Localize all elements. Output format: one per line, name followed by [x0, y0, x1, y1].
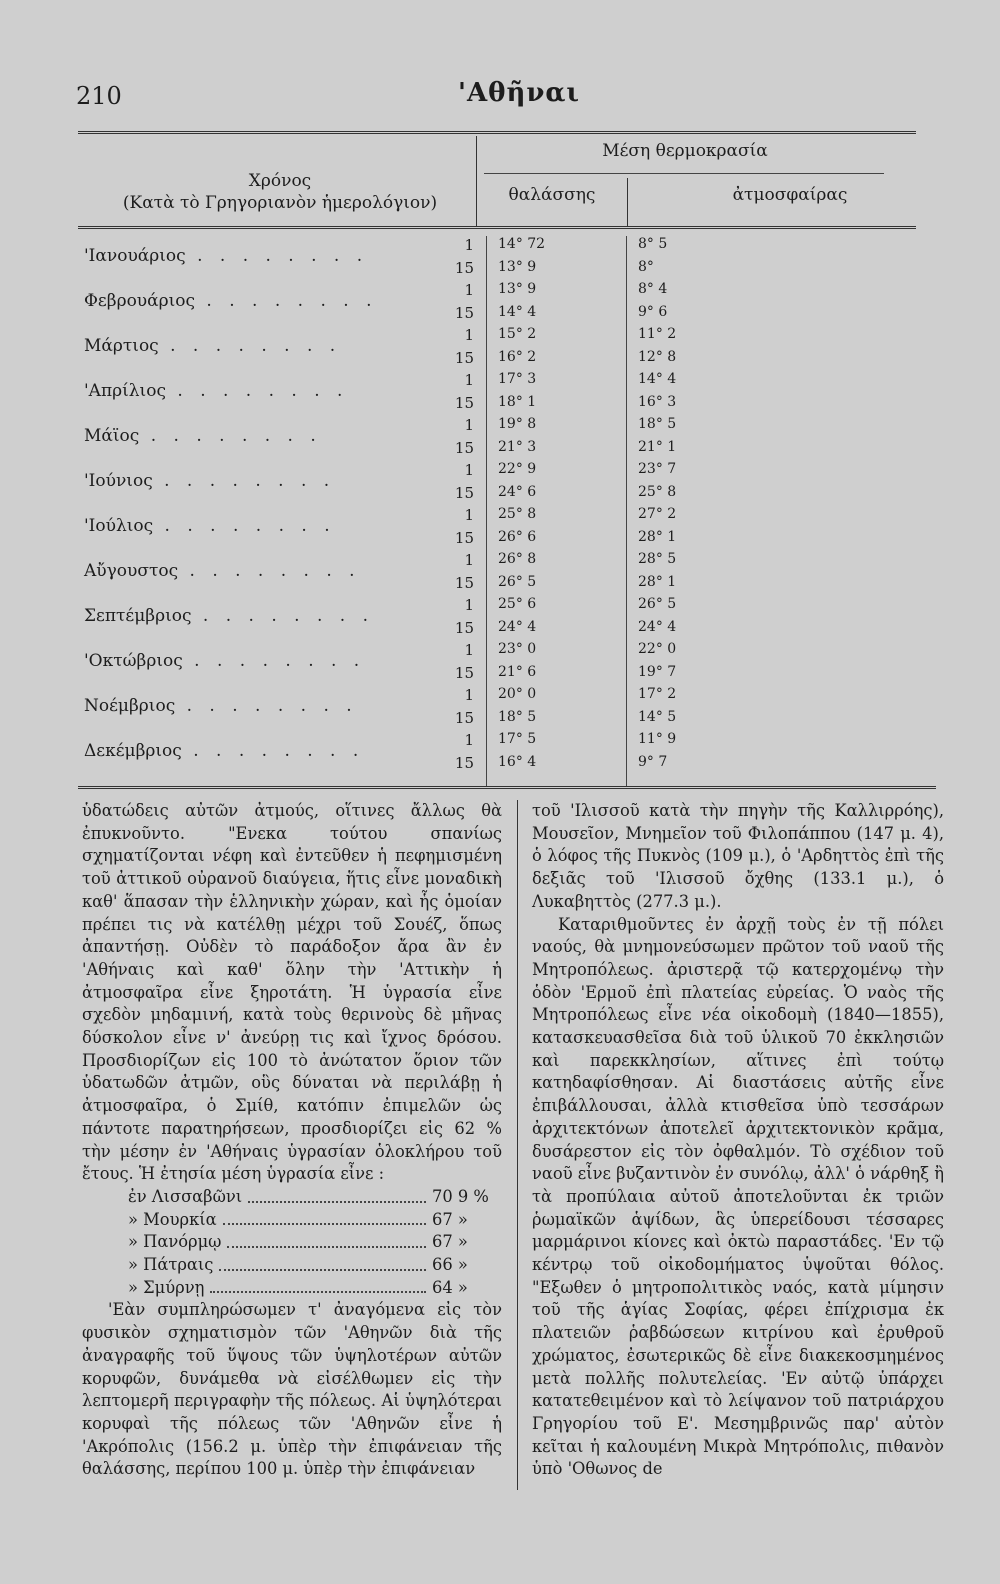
sea-temp-cell: 24° 6 [498, 483, 537, 500]
sea-temp-cell: 13° 9 [498, 281, 537, 297]
sea-temp-cell: 18° 5 [498, 708, 537, 725]
left-paragraph-1: ὑδατώδεις αὐτῶν ἀτμούς, οἵτινες ἄλλως θὰ ἐπυκνοῦντο. "Ενεκα τούτου σπανίως σχηματίζονται νέφη καὶ ἐντεῦθεν ἡ πεφημισμένη τοῦ ἀττικοῦ οὐρανοῦ διαύγεια, ἥτις εἶνε μοναδικὴ καθ' ἅπασαν τὴν ἑλληνικὴν χώραν, καὶ ἧς ὁμοίαν πρέπει τις νὰ κατέλθῃ μέχρι τοῦ Σουέζ, ὅπως ἀπαντήσῃ. Οὐδὲν τὸ παράδοξον ἄρα ἂν ἐν 'Αθήναις καὶ καθ' ὅλην τὴν 'Αττικὴν ἡ ἀτμοσφαῖρα εἶνε ξηροτάτη. Ἡ ὑγρασία εἶνε σχεδὸν μηδαμινή, κατὰ τοὺς θερινοὺς δὲ μῆνας δύσκολον εἶνε ν' ἀνεύρῃ τις καὶ ἴχνος δρόσου. Προσδιορίζων εἰς 100 τὸ ἀνώτατον ὅριον τῶν ὑδατωδῶν ἀτμῶν, οὓς δύναται νὰ περιλάβῃ ἡ ἀτμοσφαῖρα, ὁ Σμίθ, κατόπιν ἐπιμελῶν ὡς πάντοτε παρατηρήσεων, προσδιορίζει εἰς 62 % τὴν μέσην ἐν 'Αθήναις ὑγρασίαν ὁλοκλήρου τοῦ ἔτους. Ἡ ἐτησία μέση ὑγρασία εἶνε : [82, 801, 502, 1184]
sea-temp-cell: 15° 2 [498, 326, 537, 342]
dot-leader: . . . . . . . . [191, 606, 374, 626]
sea-temp-cell: 26° 8 [498, 551, 537, 567]
humidity-list [82, 1186, 502, 1300]
air-temp-cell: 8° 4 [638, 281, 668, 297]
humidity-row [82, 1231, 508, 1254]
dot-leader: . . . . . . . . [182, 651, 366, 671]
day-cell: 15 [454, 528, 474, 547]
right-paragraph-1: τοῦ 'Ιλισσοῦ κατὰ τὴν πηγὴν τῆς Καλλιρρόης), Μουσεῖον, Μνημεῖον τοῦ Φιλοπάππου (147 μ. 4), ὁ λόφος τῆς Πυκνὸς (109 μ.), ὁ 'Αρδηττὸς ἐπὶ τῆς δεξιᾶς τοῦ 'Ιλισσοῦ ὄχθης (133.1 μ.), ὁ Λυκαβηττὸς (277.3 μ.). [532, 801, 944, 911]
day-cell: 15 [454, 753, 474, 772]
dot-leader: . . . . . . . . [185, 246, 369, 266]
mean-temperature-header: Μέση θερμοκρασία [602, 141, 768, 161]
dot-leader: . . . . . . . . [158, 336, 342, 356]
month-label [84, 516, 336, 536]
sea-temp-cell: 17° 5 [498, 731, 537, 747]
dot-leader: . . . . . . . . [139, 426, 322, 446]
day-cell: 15 [454, 618, 474, 637]
dot-leader [227, 1231, 426, 1248]
sea-temp-cell: 26° 5 [498, 573, 537, 590]
dot-leader: . . . . . . . . [178, 561, 361, 581]
sea-temp-cell: 25° 6 [498, 596, 537, 612]
dot-leader [223, 1209, 426, 1226]
humidity-value: 67 » [432, 1209, 468, 1229]
air-temp-cell: 12° 8 [638, 348, 677, 365]
month-name: 'Ιούνιος [84, 471, 153, 491]
dot-leader: . . . . . . . . [195, 291, 378, 311]
air-temp-cell: 26° 5 [638, 596, 677, 612]
day-cell: 1 [464, 551, 474, 569]
humidity-value: 66 » [432, 1255, 468, 1275]
temperature-table [78, 236, 938, 786]
humidity-value: 67 » [432, 1232, 468, 1252]
humidity-value: 64 » [432, 1277, 468, 1297]
month-name: 'Οκτώβριος [84, 651, 183, 671]
air-temp-cell: 8° [638, 258, 654, 275]
month-name: 'Ιούλιος [84, 516, 154, 536]
header-divider-left [476, 136, 477, 226]
table-top-rule [78, 131, 916, 134]
air-temp-cell: 22° 0 [638, 641, 677, 657]
day-cell: 15 [454, 393, 474, 412]
day-cell: 1 [464, 686, 474, 704]
air-temp-cell: 28° 1 [638, 528, 677, 545]
day-cell: 15 [454, 708, 474, 727]
page-header [0, 70, 1000, 120]
day-cell: 15 [454, 663, 474, 682]
day-cell: 15 [454, 348, 474, 367]
humidity-place: ἐν Λισσαβῶνι [128, 1186, 243, 1206]
month-label [84, 651, 365, 671]
month-name: Σεπτέμβριος [84, 606, 192, 626]
time-header-subtitle: (Κατὰ τὸ Γρηγοριανὸν ἡμερολόγιον) [122, 193, 438, 213]
month-label [84, 246, 368, 266]
day-cell: 15 [454, 573, 474, 592]
day-cell: 1 [464, 371, 474, 389]
sea-temp-cell: 16° 4 [498, 753, 537, 770]
sea-temp-cell: 26° 6 [498, 528, 537, 545]
air-temp-cell: 23° 7 [638, 461, 677, 477]
sea-temp-cell: 24° 4 [498, 618, 537, 635]
month-label [84, 336, 341, 356]
sea-temp-cell: 17° 3 [498, 371, 537, 387]
day-cell: 15 [454, 438, 474, 457]
humidity-place: » Σμύρνῃ [128, 1277, 205, 1297]
air-temp-cell: 19° 7 [638, 663, 677, 680]
sea-temp-cell: 23° 0 [498, 641, 537, 657]
day-cell: 1 [464, 236, 474, 254]
sea-temp-cell: 14° 4 [498, 303, 537, 320]
humidity-value: 70 9 % [432, 1186, 489, 1206]
month-name: Μάϊος [84, 426, 140, 446]
air-temp-cell: 8° 5 [638, 236, 668, 252]
day-cell: 1 [464, 506, 474, 524]
air-temp-cell: 28° 1 [638, 573, 677, 590]
day-cell: 1 [464, 596, 474, 614]
air-temp-cell: 16° 3 [638, 393, 677, 410]
right-column [532, 800, 944, 1481]
header-divider-mid [627, 178, 628, 226]
air-temp-cell: 25° 8 [638, 483, 677, 500]
humidity-row [82, 1209, 508, 1232]
page-number: 210 [76, 82, 122, 110]
month-name: Μάρτιος [84, 336, 159, 356]
month-label [84, 291, 378, 311]
month-label [84, 561, 361, 581]
humidity-row [82, 1186, 508, 1209]
left-column [82, 800, 502, 1481]
table-bottom-rule [78, 786, 936, 789]
day-cell: 15 [454, 258, 474, 277]
right-paragraph-2: Καταριθμοῦντες ἐν ἀρχῇ τοὺς ἐν τῇ πόλει ναούς, θὰ μνημονεύσωμεν πρῶτον τοῦ ναοῦ τῆς Μητροπόλεως. ἀριστερᾷ τῷ κατερχομένῳ τὴν ὁδὸν 'Ερμοῦ ἐπὶ πλατείας εὐρείας. Ὁ ναὸς τῆς Μητροπόλεως εἶνε νέα οἰκοδομὴ (1840—1855), κατασκευασθεῖσα διὰ τοῦ ὑλικοῦ 70 ἐκκλησιῶν καὶ παρεκκλησίων, αἵτινες ἐπὶ τούτῳ κατηδαφίσθησαν. Αἱ διαστάσεις αὐτῆς εἶνε ἐπιβάλλουσαι, ἀλλὰ κτισθεῖσα ὑπὸ τεσσάρων ἀρχιτεκτόνων ἀποτελεῖ ἀρχιτεκτονικὸν κρᾶμα, δυσάρεστον εἰς τὸν ὀφθαλμόν. Τὸ σχέδιον τοῦ ναοῦ εἶνε βυζαντινὸν ἐν συνόλῳ, ἀλλ' ὁ νάρθηξ ἢ τὰ προπύλαια αὐτοῦ ἀποτελοῦνται ἐκ τριῶν ῥωμαϊκῶν ἁψίδων, ἃς ὑπερείδουσι τέσσαρες μαρμάρινοι κίονες καὶ ὀκτὼ παραστάδες. 'Εν τῷ κέντρῳ τοῦ οἰκοδομήματος ὑψοῦται θόλος. "Εξωθεν ὁ μητροπολιτικὸς ναός, κατὰ μίμησιν τοῦ τῆς ἁγίας Σοφίας, φέρει ἐπίχρισμα ἐκ πλατειῶν ῥαβδώσεων κιτρίνου καὶ ἐρυθροῦ χρώματος, ἐσωτερικῶς δὲ εἶνε διακεκοσμημένος μετὰ πολλῆς πολυτελείας. 'Εν αὐτῷ ὑπάρχει κατατεθειμένον καὶ τὸ λείψανον τοῦ πατριάρχου Γρηγορίου τοῦ Ε'. Μεσημβρινῶς παρ' αὐτὸν κεῖται ἡ καλουμένη Μικρὰ Μητρόπολις, πιθανὸν ὑπὸ 'Οθωνος de [532, 914, 944, 1479]
day-cell: 1 [464, 731, 474, 749]
air-temp-cell: 11° 9 [638, 731, 677, 747]
air-column-divider [626, 236, 627, 786]
air-temp-cell: 14° 4 [638, 371, 677, 387]
column-divider [517, 800, 518, 1490]
month-label [84, 426, 322, 446]
day-cell: 1 [464, 641, 474, 659]
dot-leader: . . . . . . . . [175, 696, 358, 716]
dot-leader: . . . . . . . . [152, 471, 336, 491]
air-temp-cell: 9° 7 [638, 753, 668, 770]
air-temp-cell: 21° 1 [638, 438, 677, 455]
month-name: Αὔγουστος [84, 561, 179, 581]
dot-leader: . . . . . . . . [181, 741, 365, 761]
month-label [84, 606, 374, 626]
day-cell: 1 [464, 461, 474, 479]
air-temp-cell: 24° 4 [638, 618, 677, 635]
humidity-place: » Πάτραις [128, 1255, 214, 1275]
atmosphere-header: ἀτμοσφαίρας [732, 185, 848, 205]
sea-temp-cell: 25° 8 [498, 506, 537, 522]
day-cell: 15 [454, 483, 474, 502]
dot-leader [210, 1277, 426, 1294]
sea-temp-cell: 18° 1 [498, 393, 537, 410]
day-cell: 1 [464, 416, 474, 434]
sea-header: θαλάσσης [508, 185, 596, 205]
air-temp-cell: 27° 2 [638, 506, 677, 522]
month-name: Φεβρουάριος [84, 291, 196, 311]
time-header-title: Χρόνος [248, 171, 312, 191]
air-temp-cell: 28° 5 [638, 551, 677, 567]
running-title: 'Αθῆναι [458, 78, 581, 108]
sea-temp-cell: 19° 8 [498, 416, 537, 432]
month-name: 'Απρίλιος [84, 381, 166, 401]
sea-temp-cell: 20° 0 [498, 686, 537, 702]
sea-temp-cell: 14° 72 [498, 236, 546, 252]
sea-temp-cell: 13° 9 [498, 258, 537, 275]
month-label [84, 381, 348, 401]
group-underline [484, 173, 884, 174]
sea-temp-cell: 21° 6 [498, 663, 537, 680]
left-paragraph-2: 'Εὰν συμπληρώσωμεν τ' ἀναγόμενα εἰς τὸν φυσικὸν σχηματισμὸν τῶν 'Αθηνῶν διὰ τῆς ἀναγραφῆς τοῦ ὕψους τῶν ὑψηλοτέρων αὐτῶν κορυφῶν, δυνάμεθα νὰ εἰσέλθωμεν εἰς τὴν λεπτομερῆ περιγραφὴν τῆς πόλεως. Αἱ ὑψηλότεραι κορυφαὶ τῆς πόλεως τῶν 'Αθηνῶν εἶνε ἡ 'Ακρόπολις (156.2 μ. ὑπὲρ τὴν ἐπιφάνειαν τῆς θαλάσσης, περίπου 100 μ. ὑπὲρ τὴν ἐπιφάνειαν [82, 1300, 502, 1479]
sea-column-divider [486, 236, 487, 786]
sea-temp-cell: 21° 3 [498, 438, 537, 455]
dot-leader: . . . . . . . . [153, 516, 336, 536]
time-header [90, 170, 470, 214]
sea-temp-cell: 16° 2 [498, 348, 537, 365]
month-name: Νοέμβριος [84, 696, 176, 716]
humidity-place: » Μουρκία [128, 1209, 217, 1229]
dot-leader: . . . . . . . . [165, 381, 349, 401]
month-label [84, 741, 364, 761]
humidity-place: » Πανόρμῳ [128, 1232, 222, 1252]
month-label [84, 471, 335, 491]
month-label [84, 696, 358, 716]
day-cell: 1 [464, 326, 474, 344]
dot-leader [248, 1186, 426, 1203]
air-temp-cell: 14° 5 [638, 708, 677, 725]
air-temp-cell: 17° 2 [638, 686, 677, 702]
dot-leader [219, 1254, 426, 1271]
month-name: 'Ιανουάριος [84, 246, 186, 266]
air-temp-cell: 9° 6 [638, 303, 668, 320]
air-temp-cell: 11° 2 [638, 326, 677, 342]
day-cell: 1 [464, 281, 474, 299]
month-name: Δεκέμβριος [84, 741, 182, 761]
sea-temp-cell: 22° 9 [498, 461, 537, 477]
air-temp-cell: 18° 5 [638, 416, 677, 432]
table-header-rule [78, 226, 916, 229]
humidity-row [82, 1254, 508, 1277]
humidity-row [82, 1277, 508, 1300]
day-cell: 15 [454, 303, 474, 322]
